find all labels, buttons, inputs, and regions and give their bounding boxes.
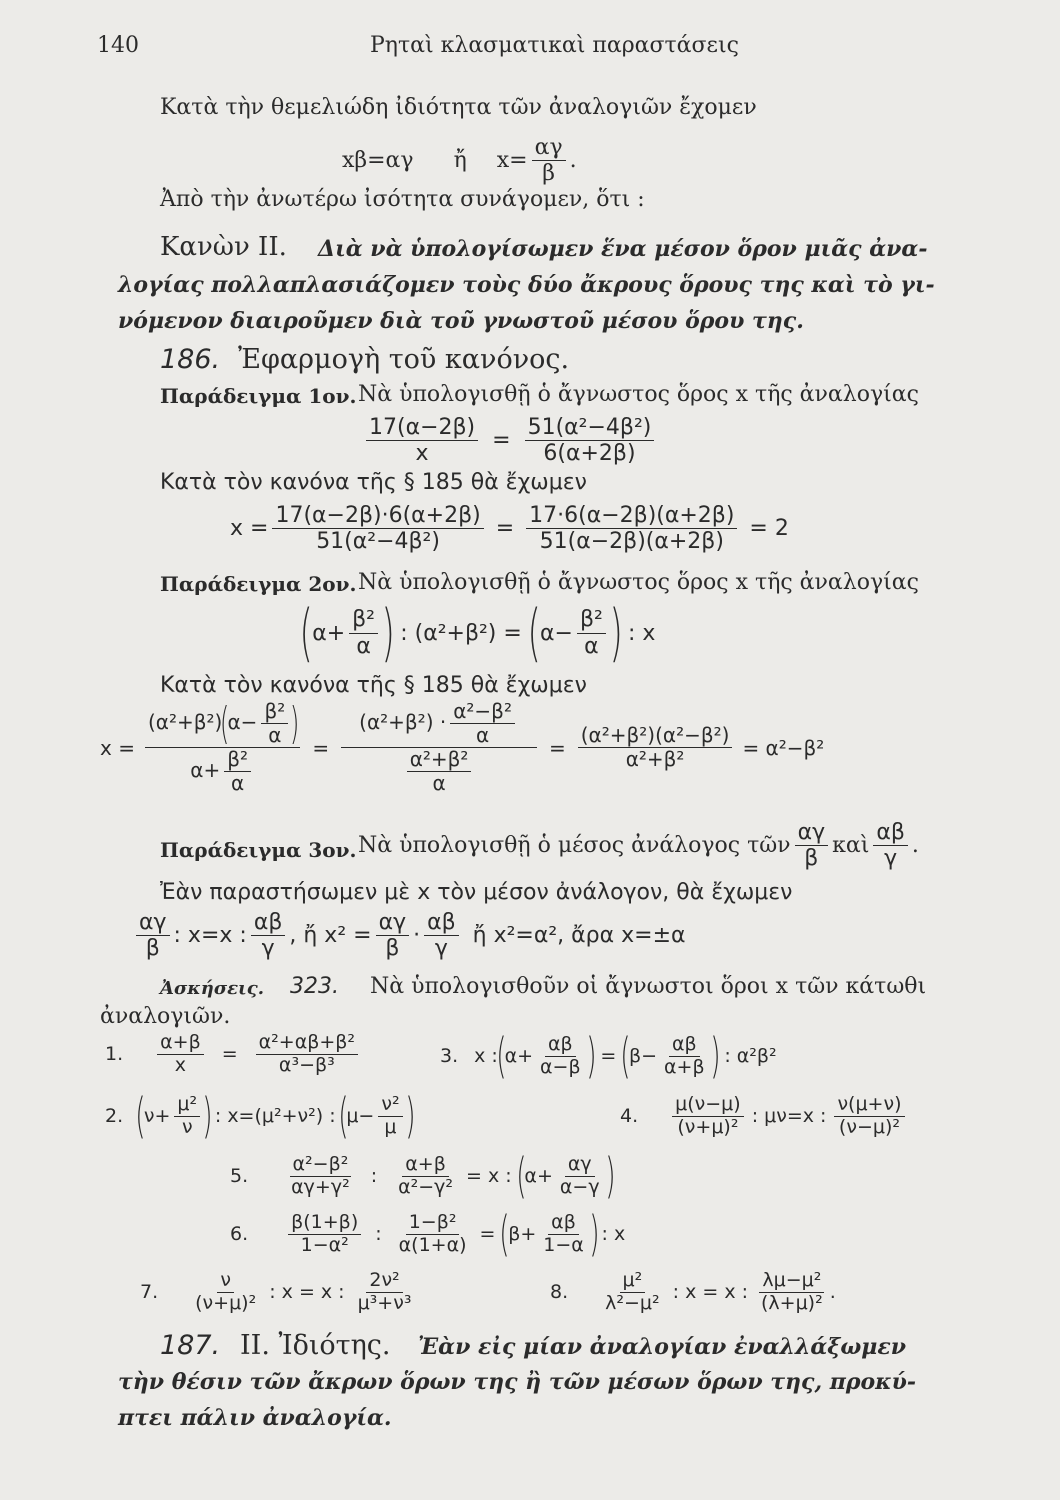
section-187-text-1: Ἐὰν εἰς μίαν ἀναλογίαν ἐναλλάξωμεν: [418, 1334, 907, 1360]
example-2-solution: x = (α²+β²)(α− $\frac{\text{β²}}{\alpha}$ ) α+ $\frac{\text{β²}}{\alpha}$ = (α²+β²) · $\frac{\text{α²−β²}}{\alpha}$ $\frac{\text{α²+β²}}{\alpha}$ = $\frac{\text{(α²+β²)(α²−β²)}}{\text{α²+β²}}$ = α²−β²: [100, 697, 825, 795]
page-number: 140: [97, 33, 139, 58]
intro-line: Κατὰ τὴν θεμελιώδη ἰδιότητα τῶν ἀναλογιῶν ἔχομεν: [160, 95, 757, 120]
example-1-rule-line: Κατὰ τὸν κανόνα τῆς § 185 θὰ ἔχωμεν: [160, 470, 587, 495]
equals: =: [492, 428, 511, 454]
exercise-1: 1. $\frac{\alpha+\beta}{x}$ = $\frac{\text{α²+αβ+β²}}{\text{α³−β³}}$: [105, 1032, 362, 1077]
rule-text-2: λογίας πολλαπλασιάζομεν τοὺς δύο ἄκρους ὅρους της καὶ τὸ γι-: [118, 272, 935, 298]
fraction: αβ γ: [873, 820, 908, 872]
intro-equation: xβ=αγ ἤ x= $\frac{\alpha\gamma}{\beta}$ .: [342, 135, 577, 187]
example-2-text: Νὰ ὑπολογισθῇ ὁ ἄγνωστος ὅρος x τῆς ἀναλογίας: [358, 570, 919, 595]
fraction: $\frac{17\cdot 6(\alpha-2\beta)(\alpha+2\beta)}{51(\alpha-2\beta)(\alpha+2\beta)}$: [526, 503, 737, 555]
example-2-proportion: ( α+ $\frac{\text{β²}}{\alpha}$ ) : (α²+β²) = ( α− $\frac{\text{β²}}{\alpha}$ ) : x: [299, 596, 656, 669]
fraction: $\frac{\text{β²}}{\alpha}$: [577, 607, 606, 659]
fraction: $\frac{\text{β²}}{\alpha}$: [349, 607, 378, 659]
section-186-title: Ἐφαρμογὴ τοῦ κανόνος.: [238, 344, 570, 375]
exercises-number: 323.: [290, 974, 339, 999]
exercise-4: 4. μ(ν−μ) (ν+μ)² : μν=x : ν(μ+ν) (ν−μ)²: [620, 1094, 909, 1139]
eq-fraction: $\frac{\alpha\gamma}{\beta}$: [532, 135, 566, 187]
eq-left: xβ=αγ: [342, 148, 414, 174]
exercise-8: 8. μ² λ²−μ² : x = x : λμ−μ² (λ+μ)² .: [550, 1269, 836, 1314]
section-187-text-2: τὴν θέσιν τῶν ἄκρων ὅρων της ἢ τῶν μέσων ὅρων της, προκύ-: [118, 1369, 917, 1395]
fraction: $\frac{\text{51(α²−4β²)}}{6(\alpha+2\beta)}$: [525, 415, 655, 467]
exercise-3: 3. x : ( α+ $\frac{\alpha\beta}{\alpha-\beta}$ ) = ( β− $\frac{\alpha\beta}{\alpha+\beta}$ ) : α²β²: [440, 1028, 777, 1084]
equals: =: [495, 516, 515, 542]
running-title: Ρηταὶ κλασματικαὶ παραστάσεις: [370, 33, 739, 58]
exercises-text-2: ἀναλογιῶν.: [100, 1004, 231, 1029]
compound-fraction: (α²+β²)(α− $\frac{\text{β²}}{\alpha}$ ) α+ $\frac{\text{β²}}{\alpha}$: [145, 700, 300, 795]
section-186-number: 186.: [160, 344, 221, 375]
exercise-6: 6. β(1+β) 1−α² : $\frac{\text{1−β²}}{\alpha(1+\alpha)}$ = ( β+ $\frac{\alpha\beta}{1-\alpha}$ ) : x: [230, 1206, 626, 1262]
exercise-7: 7. ν (ν+μ)² : x = x : 2ν² μ³+ν³: [140, 1269, 412, 1314]
rule-text-1: Διὰ νὰ ὑπολογίσωμεν ἕνα μέσον ὅρον μιᾶς ἀνα-: [318, 236, 928, 262]
example-3-line-2: Ἐὰν παραστήσωμεν μὲ x τὸν μέσον ἀνάλογον, θὰ ἔχωμεν: [160, 880, 793, 905]
section-187-label: II. Ἰδιότης.: [240, 1330, 391, 1361]
result: = 2: [749, 516, 789, 542]
example-3-text: Νὰ ὑπολογισθῇ ὁ μέσος ἀνάλογος τῶν αγ β καὶ αβ γ .: [358, 820, 919, 872]
example-2-rule-line: Κατὰ τὸν κανόνα τῆς § 185 θὰ ἔχωμεν: [160, 673, 587, 698]
compound-fraction: (α²+β²) · $\frac{\text{α²−β²}}{\alpha}$ $\frac{\text{α²+β²}}{\alpha}$: [341, 700, 537, 795]
example-1-proportion: [362, 415, 658, 467]
exercise-2: 2. ( ν+ $\frac{\text{μ²}}{\nu}$ ) : x=(μ²+ν²) : ( μ− $\frac{\text{ν²}}{\mu}$ ): [105, 1088, 416, 1144]
fraction: $\frac{\text{(α²+β²)(α²−β²)}}{\text{α²+β²}}$: [578, 724, 733, 771]
eq-x: x=: [496, 148, 528, 174]
section-187-text-3: πτει πάλιν ἀναλογία.: [118, 1405, 392, 1431]
example-3-equation: αγ β : x=x : αβ γ , ἤ x² = $\frac{\alpha\gamma}{\beta}$ · αβ γ ἤ x²=α², ἄρα x=±α: [132, 910, 686, 962]
exercises-text: Νὰ ὑπολογισθοῦν οἱ ἄγνωστοι ὅροι x τῶν κάτωθι: [370, 974, 927, 999]
example-1-solution: [230, 503, 789, 555]
fraction: αγ β: [795, 820, 829, 872]
fraction: $\frac{17(\alpha-2\beta)}{x}$: [366, 415, 478, 467]
rule-text-3: νόμενον διαιροῦμεν διὰ τοῦ γνωστοῦ μέσου ὅρου της.: [118, 308, 804, 334]
x-equals: x =: [230, 516, 269, 542]
example-1-text: Νὰ ὑπολογισθῇ ὁ ἄγνωστος ὅρος x τῆς ἀναλογίας: [358, 382, 919, 407]
rule-label: Κανὼν II.: [160, 232, 287, 262]
example-1-label: Παράδειγμα 1ον.: [160, 384, 357, 408]
example-2-label: Παράδειγμα 2ον.: [160, 572, 357, 596]
intro-conclusion: Ἀπὸ τὴν ἀνωτέρω ἰσότητα συνάγομεν, ὅτι :: [160, 187, 645, 212]
eq-or: ἤ: [453, 148, 467, 174]
fraction: $\frac{17(\alpha-2\beta)\cdot 6(\alpha+2\beta)}{\text{51(α²−4β²)}}$: [272, 503, 483, 555]
example-3-label: Παράδειγμα 3ον.: [160, 838, 357, 862]
exercises-label: Ἀσκήσεις.: [160, 978, 264, 999]
section-187-number: 187.: [160, 1330, 221, 1361]
exercise-5: 5. α²−β² αγ+γ² : $\frac{\alpha+\beta}{\text{α²−γ²}}$ = x : ( α+ $\frac{\alpha\gamma}{\alpha-\gamma}$ ): [230, 1148, 616, 1204]
